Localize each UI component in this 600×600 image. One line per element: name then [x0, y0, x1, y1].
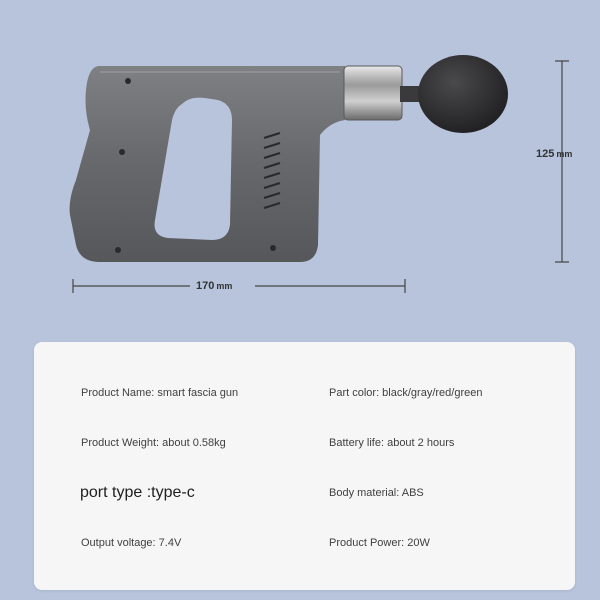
height-unit: mm: [556, 149, 573, 159]
gun-body: [70, 66, 345, 262]
massage-ball-head: [418, 55, 508, 133]
width-dimension-label: [196, 280, 232, 292]
spec-part-color: Part color: black/gray/red/green: [329, 387, 483, 399]
spec-product-power: Product Power: 20W: [329, 537, 430, 549]
width-value: 170: [196, 280, 215, 292]
width-dimension-line: [73, 279, 405, 293]
width-unit: mm: [216, 281, 233, 291]
spec-product-name: Product Name: smart fascia gun: [81, 387, 239, 399]
spec-port-type: port type :type-c: [80, 484, 195, 501]
height-value: 125: [536, 148, 555, 160]
spec-body-material: Body material: ABS: [329, 487, 424, 499]
chrome-ring: [344, 66, 402, 120]
shaft: [400, 86, 420, 102]
spec-card: [34, 342, 575, 590]
height-dimension-line: [555, 61, 569, 262]
spec-output-voltage: Output voltage: 7.4V: [81, 537, 182, 549]
spec-battery-life: Battery life: about 2 hours: [329, 437, 455, 449]
spec-product-weight: Product Weight: about 0.58kg: [81, 437, 226, 449]
height-dimension-label: [536, 148, 572, 160]
